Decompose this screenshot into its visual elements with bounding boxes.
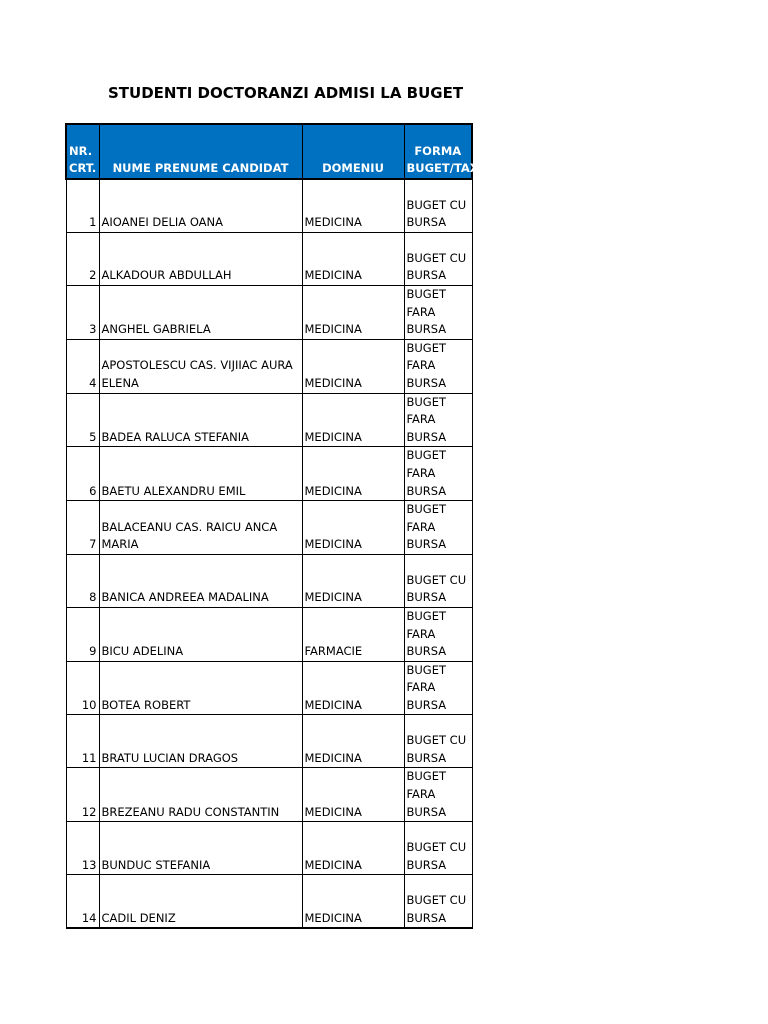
table-row [66,501,472,555]
candidate-form: BUGET FARA BURSA [404,661,472,715]
candidate-name: APOSTOLESCU CAS. VIJIIAC AURA ELENA [99,339,302,393]
row-number: 12 [66,768,99,822]
row-number: 1 [66,179,99,233]
table-row [66,286,472,340]
candidate-name: BREZEANU RADU CONSTANTIN [99,768,302,822]
row-number: 10 [66,661,99,715]
table-row [66,822,472,875]
candidate-domain: MEDICINA [302,661,404,715]
table-row [66,661,472,715]
candidate-name: BALACEANU CAS. RAICU ANCA MARIA [99,501,302,555]
candidate-name: BANICA ANDREEA MADALINA [99,554,302,607]
candidate-name: BADEA RALUCA STEFANIA [99,393,302,447]
candidate-domain: MEDICINA [302,286,404,340]
table-row [66,715,472,768]
candidate-form: BUGET CU BURSA [404,875,472,929]
candidate-form: BUGET FARA BURSA [404,501,472,555]
candidate-form: BUGET FARA BURSA [404,607,472,661]
candidate-form: BUGET FARA BURSA [404,286,472,340]
candidate-domain: MEDICINA [302,822,404,875]
row-number: 11 [66,715,99,768]
row-number: 6 [66,447,99,501]
candidate-name: BOTEA ROBERT [99,661,302,715]
table-row [66,179,472,233]
candidate-name: BRATU LUCIAN DRAGOS [99,715,302,768]
table-row [66,875,472,929]
row-number: 14 [66,875,99,929]
table-row [66,447,472,501]
students-table [65,123,488,929]
candidate-domain: MEDICINA [302,339,404,393]
candidate-domain: MEDICINA [302,179,404,233]
row-number: 5 [66,393,99,447]
candidate-domain: MEDICINA [302,447,404,501]
header-row [66,124,472,179]
candidate-form: BUGET FARA BURSA [404,447,472,501]
header-candidate-name: NUME PRENUME CANDIDAT [99,124,302,179]
candidate-domain: MEDICINA [302,768,404,822]
table-row [66,393,472,447]
candidate-form: BUGET FARA BURSA [404,393,472,447]
candidate-name: BICU ADELINA [99,607,302,661]
table-row [66,554,472,607]
table-row [66,233,472,286]
candidate-domain: MEDICINA [302,715,404,768]
candidate-domain: MEDICINA [302,393,404,447]
table-header [66,124,488,179]
candidate-form: BUGET CU BURSA [404,822,472,875]
candidate-domain: FARMACIE [302,607,404,661]
row-number: 13 [66,822,99,875]
header-form: FORMA BUGET/TAXA [404,124,472,179]
candidate-name: CADIL DENIZ [99,875,302,929]
row-number: 8 [66,554,99,607]
candidate-form: BUGET FARA BURSA [404,339,472,393]
candidate-name: BUNDUC STEFANIA [99,822,302,875]
header-domain: DOMENIU [302,124,404,179]
candidate-domain: MEDICINA [302,875,404,929]
candidate-domain: MEDICINA [302,501,404,555]
candidate-form: BUGET CU BURSA [404,233,472,286]
table-row [66,339,472,393]
table-body [66,179,472,928]
table-row [66,607,472,661]
candidate-form: BUGET CU BURSA [404,554,472,607]
candidate-form: BUGET CU BURSA [404,179,472,233]
candidate-name: ANGHEL GABRIELA [99,286,302,340]
candidate-form: BUGET FARA BURSA [404,768,472,822]
candidate-form: BUGET CU BURSA [404,715,472,768]
header-nr-crt: NR. CRT. [66,124,99,179]
row-number: 2 [66,233,99,286]
table-row [66,768,472,822]
row-number: 3 [66,286,99,340]
candidate-name: AIOANEI DELIA OANA [99,179,302,233]
candidate-name: ALKADOUR ABDULLAH [99,233,302,286]
page-title: STUDENTI DOCTORANZI ADMISI LA BUGET [108,84,464,102]
candidate-domain: MEDICINA [302,233,404,286]
candidate-name: BAETU ALEXANDRU EMIL [99,447,302,501]
candidate-domain: MEDICINA [302,554,404,607]
row-number: 4 [66,339,99,393]
row-number: 7 [66,501,99,555]
row-number: 9 [66,607,99,661]
